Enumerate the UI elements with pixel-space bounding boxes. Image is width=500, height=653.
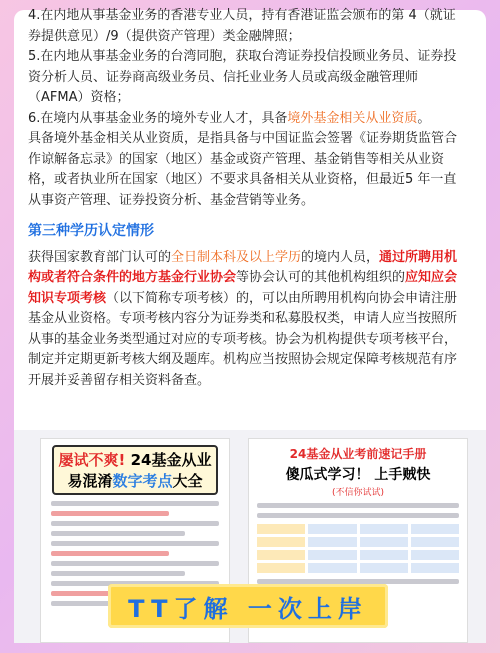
article-text (28, 6, 468, 391)
paragraph-6-end: 。 (417, 110, 431, 126)
section-heading: 第三种学历认定情形 (28, 223, 154, 239)
text-line (257, 503, 459, 508)
text-line (51, 551, 169, 556)
right-image-table (257, 524, 459, 573)
s3-text-3: 等协会认可的其他机构组织的 (236, 270, 406, 285)
right-image-note: (不信你试试) (331, 488, 385, 498)
paragraph-6-text: 6.在境内从事基金业务的境外专业人才，具备 (28, 110, 288, 126)
text-line (51, 561, 219, 566)
text-line (51, 511, 169, 516)
table-row (257, 563, 459, 573)
paragraph-7: 具备境外基金相关从业资质，是指具备与中国证监会签署《证券期货监管合作谅解备忘录》的国家（地区）基金或资产管理、基金销售等相关从业资格，或者执业所在国家（地区）不要求具备相关从业资格，但最近5 年一直从事资产管理、证券投资分析、基金营销等业务。 (28, 131, 458, 208)
text-line (51, 501, 219, 506)
paragraph-6 (28, 109, 468, 130)
s3-highlight-exam: 应知应会知识专项考核 (28, 270, 458, 306)
left-image-title (52, 445, 218, 495)
s3-highlight-agency: 通过所聘用机构或者符合条件的地方基金行业协会 (28, 249, 458, 285)
left-title-red: 屡试不爽! (58, 451, 126, 469)
table-row (257, 550, 459, 560)
text-line (51, 531, 185, 536)
paragraph-5: 5.在内地从事基金业务的台湾同胞，获取台湾证券投信投顾业务员、证券投资分析人员、证券商高级业务员、信托业业务人员或高级金融管理师（AFMA）资格； (28, 49, 457, 105)
text-line (51, 571, 185, 576)
table-row (257, 537, 459, 547)
s3-text-1: 获得国家教育部门认可的 (28, 249, 172, 265)
s3-text-4: （以下简称专项考核）的，可以由所聘用机构向协会申请注册基金从业资格。专项考核内容分为证券类和私募股权类，申请人应当按照所从事的基金业务类型通过对应的专项考核。协会为机构提供专项考核平台，制定并定期更新考核大纲及题库。机构应当按照协会规定保障考核规范有序开展并妥善留存相关资料备查。 (28, 290, 458, 388)
text-line (51, 541, 219, 546)
right-image-subtitle: 傻瓜式学习！ 上手贼快 (285, 467, 431, 483)
left-subtitle-black: 易混淆 (67, 472, 113, 490)
left-subtitle-blue: 数字考点 (112, 472, 173, 490)
promo-banner: TT了解 一次上岸 (108, 584, 388, 628)
table-row (257, 524, 459, 534)
left-title-black: 24基金从业 (125, 451, 212, 469)
right-image-title: 24基金从业考前速记手册 (289, 447, 427, 461)
section-3-paragraph (28, 248, 468, 392)
text-line (51, 521, 219, 526)
left-subtitle-end: 大全 (172, 472, 203, 490)
paragraph-4: 4.在内地从事基金业务的香港专业人员，持有香港证监会颁布的第 4（就证券提供意见）/9（提供资产管理）类金融牌照； (28, 8, 456, 44)
text-line (257, 513, 459, 518)
s3-highlight-degree: 全日制本科及以上学历 (171, 249, 302, 265)
paragraph-6-highlight: 境外基金相关从业资质 (287, 110, 418, 126)
s3-text-2: 的境内人员， (301, 249, 380, 265)
